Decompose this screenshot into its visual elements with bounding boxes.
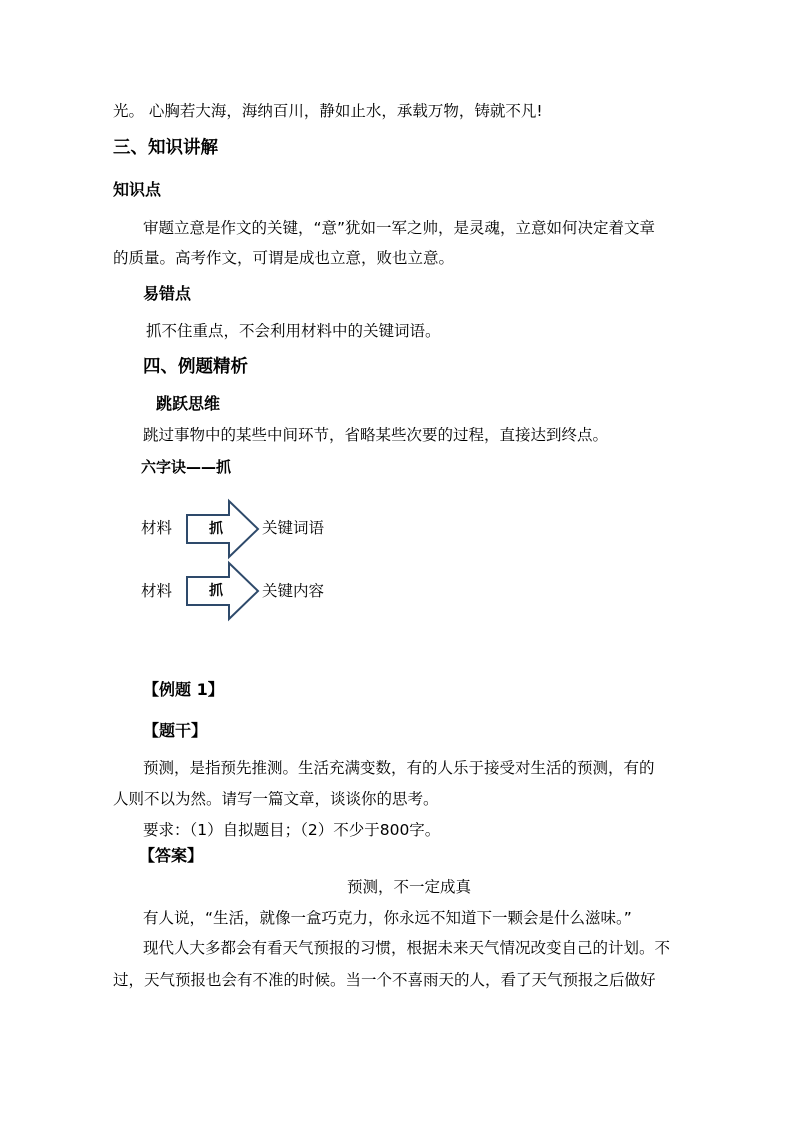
- diagram-target-label: 关键内容: [262, 582, 325, 600]
- diagram-arrow-label: 抓: [209, 583, 223, 599]
- paragraph-line: 跳过事物中的某些中间环节，省略某些次要的过程，直接达到终点。: [143, 426, 609, 444]
- answer-label: 【答案】: [139, 846, 204, 865]
- subheading-error-point: 易错点: [143, 284, 192, 303]
- subheading-jump-thinking: 跳跃思维: [156, 394, 221, 413]
- essay-title: 预测，不一定成真: [347, 878, 472, 896]
- paragraph-line: 过，天气预报也会有不准的时候。当一个不喜雨天的人，看了天气预报之后做好: [113, 971, 656, 989]
- subheading-six-char: 六字诀——抓: [141, 458, 232, 476]
- paragraph-line: 光。 心胸若大海，海纳百川，静如止水，承载万物，铸就不凡!: [113, 102, 543, 120]
- paragraph-line: 的质量。高考作文，可谓是成也立意，败也立意。: [113, 249, 455, 267]
- right-arrow-icon: [186, 562, 260, 620]
- paragraph-line: 审题立意是作文的关键，“意”犹如一军之帅，是灵魂，立意如何决定着文章: [143, 219, 656, 237]
- diagram-source-label: 材料: [141, 582, 173, 600]
- example-label: 【例题 1】: [143, 680, 224, 699]
- diagram-source-label: 材料: [141, 519, 173, 537]
- diagram-target-label: 关键词语: [262, 519, 325, 537]
- stem-label: 【题干】: [143, 721, 208, 740]
- paragraph-line: 预测，是指预先推测。生活充满变数，有的人乐于接受对生活的预测，有的: [143, 759, 655, 777]
- paragraph-line: 现代人大多都会有看天气预报的习惯，根据未来天气情况改变自己的计划。不: [143, 939, 671, 957]
- paragraph-line: 人则不以为然。请写一篇文章，谈谈你的思考。: [113, 790, 439, 808]
- requirement-line: 要求：（1）自拟题目；（2）不少于800字。: [143, 821, 441, 839]
- subheading-knowledge-point: 知识点: [113, 180, 162, 199]
- section-title: 四、例题精析: [143, 357, 248, 377]
- paragraph-line: 有人说，“生活，就像一盒巧克力，你永远不知道下一颗会是什么滋味。”: [143, 909, 632, 927]
- diagram-arrow-label: 抓: [209, 521, 223, 537]
- paragraph-line: 抓不住重点，不会利用材料中的关键词语。: [146, 322, 441, 340]
- right-arrow-icon: [186, 500, 260, 558]
- section-title: 三、知识讲解: [113, 138, 218, 158]
